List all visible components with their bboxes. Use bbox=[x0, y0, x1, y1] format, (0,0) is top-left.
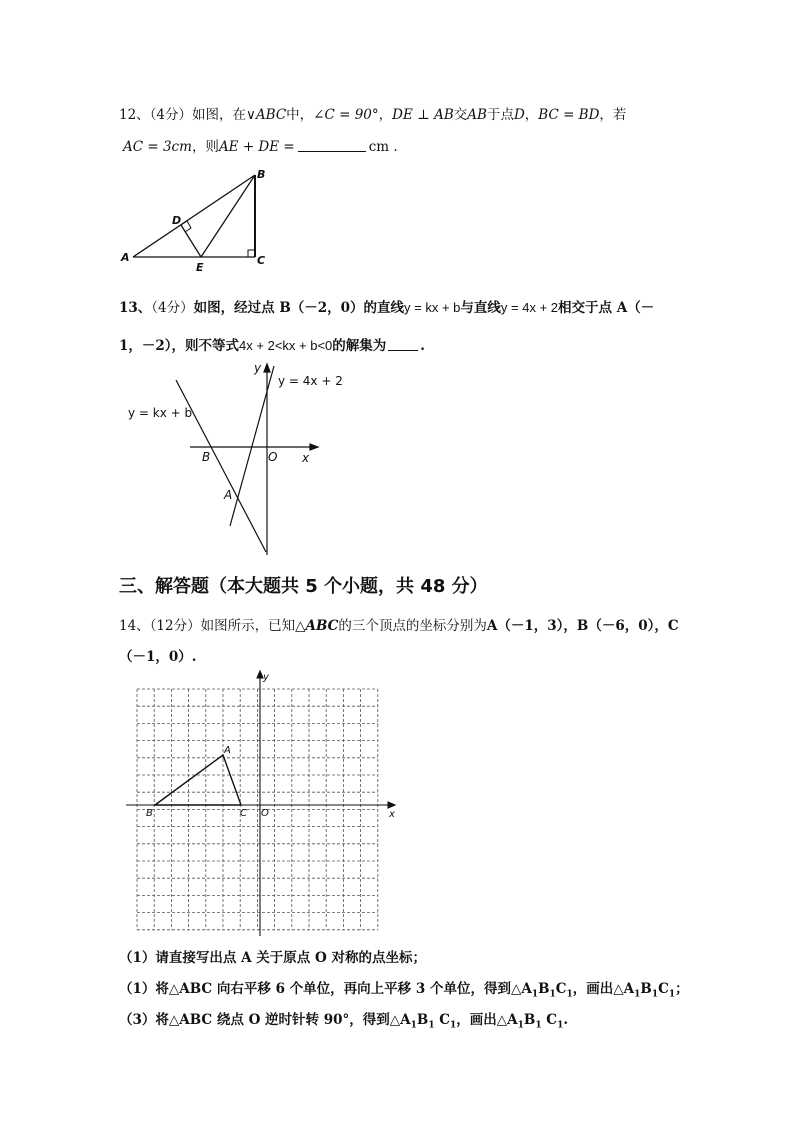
q12-text: 如图，在 bbox=[192, 107, 247, 123]
q13-text: 相交于点 A（－ bbox=[558, 300, 655, 316]
q14-sub2 bbox=[119, 977, 689, 1000]
q12-right-angle-c bbox=[248, 250, 255, 257]
q14-sub2-subscript: 1 bbox=[634, 989, 641, 1000]
q12-answer-blank[interactable] bbox=[298, 139, 366, 152]
q14-sub3-number: （3） bbox=[119, 1012, 156, 1028]
q13-text: 1，－2），则不等式 bbox=[119, 338, 240, 354]
q14-point-c: C bbox=[667, 618, 679, 634]
q14-sub2-text: ； bbox=[675, 981, 689, 997]
q12-segment-de bbox=[181, 225, 201, 257]
q13-answer-blank[interactable] bbox=[388, 338, 418, 351]
q14-line2: （－1，0）. bbox=[119, 649, 197, 665]
q14-sub2-subscript: 1 bbox=[651, 989, 659, 1000]
q14-number: 14、 bbox=[119, 618, 150, 634]
q12-label-d: D bbox=[172, 214, 182, 227]
q12-ab: AB bbox=[467, 107, 487, 123]
q13-inequality: 4x + 2<kx + b<0 bbox=[239, 338, 333, 353]
q14-sub2-subscript: 1 bbox=[668, 989, 676, 1000]
q13-eq2: y = 4x + 2 bbox=[500, 300, 559, 315]
q14-sub3-subscript: 1 bbox=[535, 1020, 542, 1031]
q12-text: ， bbox=[524, 107, 539, 123]
q14-triangle-abc bbox=[155, 755, 241, 805]
q14-sub3-subscript: 1 bbox=[557, 1020, 564, 1031]
q13-line1 bbox=[119, 296, 654, 316]
q14-sub3-subscript: 1 bbox=[410, 1020, 417, 1031]
q14-sub2-subscript: 1 bbox=[566, 989, 573, 1000]
q14-sub1-text: 请直接写出点 A 关于原点 O 对称的点坐标； bbox=[155, 950, 426, 966]
q14-grid-figure bbox=[118, 670, 398, 938]
q14-x-arrow-icon bbox=[388, 802, 395, 808]
q14-sub3-text: C bbox=[434, 1012, 451, 1028]
q14-sub3-subscript: 1 bbox=[428, 1020, 435, 1031]
q12-perp: DE ⊥ AB bbox=[392, 107, 454, 123]
q14-label-c: C bbox=[240, 808, 247, 819]
q14-sub3-text: 将△ABC 绕点 O 逆时针转 90°，得到△A bbox=[155, 1012, 411, 1028]
q14-sub2-text: B bbox=[640, 981, 652, 997]
q13-line2 bbox=[119, 334, 425, 354]
q14-sub1 bbox=[119, 946, 426, 966]
q12-segment-be bbox=[201, 175, 255, 257]
q14-sub2-text: B bbox=[538, 981, 550, 997]
q13-y-arrow-icon bbox=[264, 364, 270, 372]
q14-label-x: x bbox=[389, 809, 395, 820]
q12-ac: AC = 3cm bbox=[123, 139, 192, 155]
q13-label-a: A bbox=[224, 488, 233, 502]
q13-text: 与直线 bbox=[460, 300, 501, 316]
q13-eq1: y = kx + b bbox=[404, 300, 461, 315]
section-3-heading: 三、解答题（本大题共 5 个小题，共 48 分） bbox=[119, 576, 488, 597]
q14-sub3-text: C bbox=[541, 1012, 558, 1028]
q14-label-b: B bbox=[146, 808, 153, 819]
q12-text: 中， bbox=[286, 107, 314, 123]
q12-unit: cm . bbox=[368, 139, 398, 155]
q14-sub3-text: ，画出△A bbox=[456, 1012, 518, 1028]
q12-point-d: D bbox=[513, 107, 525, 123]
q12-line2 bbox=[123, 135, 398, 155]
q12-label-c: C bbox=[257, 254, 266, 267]
q12-label-e: E bbox=[196, 261, 204, 274]
q14-sub2-number: （1） bbox=[119, 981, 156, 997]
q12-label-a: A bbox=[121, 251, 130, 264]
q12-figure bbox=[115, 165, 275, 275]
q14-sub2-text: ，画出△A bbox=[572, 981, 635, 997]
q13-figure bbox=[120, 360, 360, 560]
q12-text: 交 bbox=[453, 107, 468, 123]
q13-label-o: O bbox=[268, 450, 278, 464]
q14-sub2-subscript: 1 bbox=[549, 989, 556, 1000]
q13-score: （4分） bbox=[151, 300, 194, 316]
q14-sub2-subscript: 1 bbox=[531, 989, 539, 1000]
q12-label-b: B bbox=[257, 168, 266, 181]
q12-sum: AE + DE = bbox=[218, 139, 295, 155]
q12-line1 bbox=[119, 103, 626, 123]
q14-sub3-text: . bbox=[563, 1012, 569, 1028]
q14-point-b: B（－6，0）， bbox=[576, 618, 668, 634]
q14-label-y: y bbox=[263, 672, 269, 683]
q14-point-a: A（－1，3）， bbox=[486, 618, 577, 634]
q14-triangle: △ABC bbox=[295, 618, 339, 634]
q14-sub3-subscript: 1 bbox=[517, 1020, 524, 1031]
q14-sub2-text: C bbox=[555, 981, 567, 997]
q14-label-a: A bbox=[224, 745, 231, 756]
q13-label-y: y bbox=[254, 361, 262, 375]
q14-text: 的三个顶点的坐标分别为 bbox=[338, 618, 487, 634]
q13-text: 的解集为 bbox=[332, 338, 387, 354]
q14-line1 bbox=[119, 614, 679, 634]
q14-label-o: O bbox=[261, 808, 269, 819]
q12-text: ， bbox=[378, 107, 393, 123]
q13-label-b: B bbox=[202, 450, 211, 464]
q13-text: 如图，经过点 B（－2，0）的直线 bbox=[193, 300, 405, 316]
q14-sub3-text: B bbox=[416, 1012, 429, 1028]
q14-sub1-number: （1） bbox=[119, 950, 156, 966]
q12-triangle: ∨ABC bbox=[246, 107, 287, 123]
q12-score: （4分） bbox=[149, 107, 193, 123]
q13-number: 13、 bbox=[119, 300, 152, 316]
q12-bc-bd: BC = BD bbox=[538, 107, 600, 123]
q14-grid-lines bbox=[137, 689, 378, 930]
q14-sub3-text: B bbox=[523, 1012, 536, 1028]
q12-text: ，则 bbox=[191, 139, 219, 155]
q14-sub3 bbox=[119, 1008, 568, 1031]
q12-text: ，若 bbox=[599, 107, 627, 123]
q13-x-arrow-icon bbox=[310, 444, 318, 450]
q14-sub2-text: C bbox=[658, 981, 669, 997]
q12-angle: ∠C = 90° bbox=[313, 107, 379, 123]
q12-number: 12、 bbox=[119, 107, 150, 123]
q14-score: （12分） bbox=[149, 618, 201, 634]
q13-line-label-2: y = kx + b bbox=[128, 406, 193, 420]
q12-text: 于点 bbox=[486, 107, 514, 123]
q14-sub3-subscript: 1 bbox=[450, 1020, 457, 1031]
q13-label-x: x bbox=[302, 451, 310, 465]
q13-line-label-1: y = 4x + 2 bbox=[278, 374, 343, 388]
q14-sub2-text: 将△ABC 向右平移 6 个单位，再向上平移 3 个单位，得到△A bbox=[155, 981, 532, 997]
q13-text: . bbox=[420, 338, 425, 354]
q14-text: 如图所示，已知 bbox=[200, 618, 296, 634]
